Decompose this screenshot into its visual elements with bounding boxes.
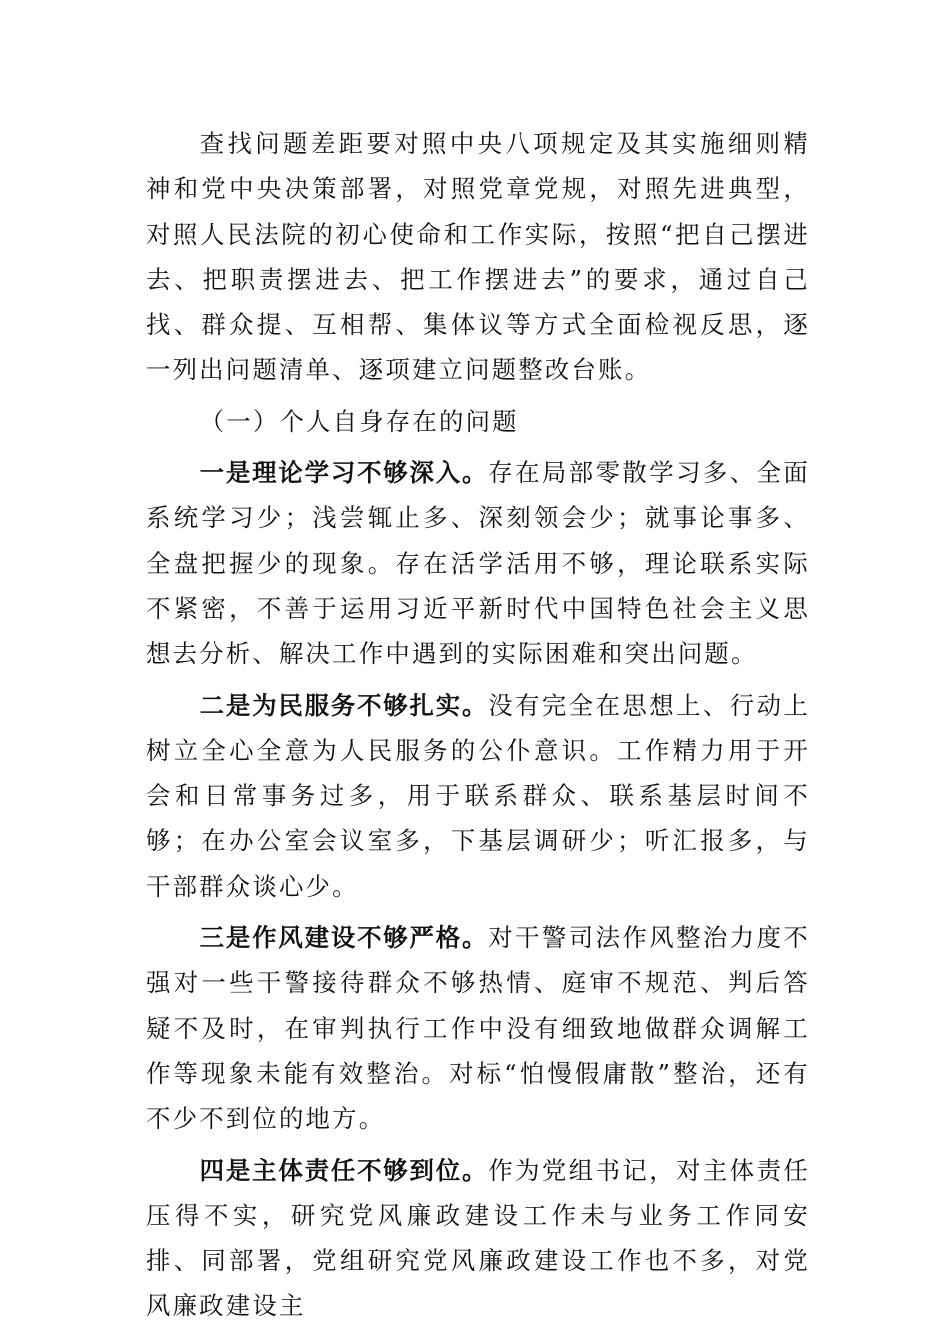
item-lead-2: 二是为民服务不够扎实。 <box>199 690 489 720</box>
item-paragraph-1 <box>146 450 810 676</box>
item-lead-3: 三是作风建设不够严格。 <box>199 923 489 953</box>
item-text-3: 对干警司法作风整治力度不强对一些干警接待群众不够热情、庭审不规范、判后答疑不及时，在审判执行工作中没有细致地做群众调解工作等现象未能有效整治。对标“怕慢假庸散”整治，还有不少不到位的地方。 <box>146 923 810 1134</box>
item-paragraph-2 <box>146 683 810 909</box>
item-text-4: 作为党组书记，对主体责任压得不实，研究党风廉政建设工作未与业务工作同安排、同部署，党组研究党风廉政建设工作也不多，对党风廉政建设主 <box>146 1155 810 1321</box>
document-page <box>146 121 810 1329</box>
item-text-2: 没有完全在思想上、行动上树立全心全意为人民服务的公仆意识。工作精力用于开会和日常事务过多，用于联系群众、联系基层时间不够；在办公室会议室多，下基层调研少；听汇报多，与干部群众谈心少。 <box>146 690 810 901</box>
item-lead-1: 一是理论学习不够深入。 <box>199 458 489 488</box>
item-text-1: 存在局部零散学习多、全面系统学习少；浅尝辄止多、深刻领会少；就事论事多、全盘把握少的现象。存在活学活用不够，理论联系实际不紧密，不善于运用习近平新时代中国特色社会主义思想去分析、解决工作中遇到的实际困难和突出问题。 <box>146 458 810 669</box>
section-heading: （一）个人自身存在的问题 <box>199 406 519 436</box>
intro-paragraph: 查找问题差距要对照中央八项规定及其实施细则精神和党中央决策部署，对照党章党规，对照先进典型，对照人民法院的初心使命和工作实际，按照“把自己摆进去、把职责摆进去、把工作摆进去”的要求，通过自己找、群众提、互相帮、集体议等方式全面检视反思，逐一列出问题清单、逐项建立问题整改台账。 <box>146 129 810 385</box>
item-paragraph-3 <box>146 915 810 1141</box>
item-lead-4: 四是主体责任不够到位。 <box>199 1155 489 1185</box>
item-paragraph-4 <box>146 1148 810 1329</box>
